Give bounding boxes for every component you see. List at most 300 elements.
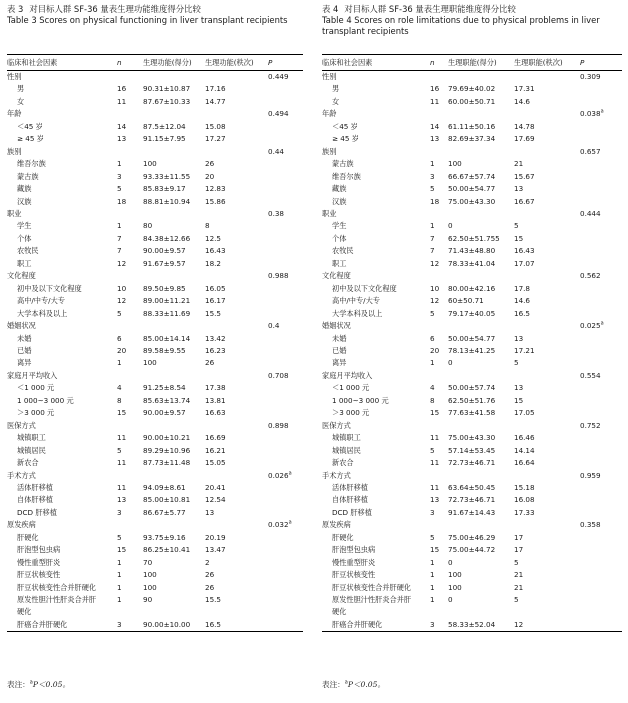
- table-group-row: [7, 470, 303, 482]
- factor-cell: 1 000~3 000 元: [332, 395, 389, 405]
- rank-cell: 5: [514, 595, 519, 605]
- n-cell: 15: [117, 545, 127, 555]
- rank-cell: 15.5: [205, 595, 222, 605]
- rank-cell: [205, 208, 268, 220]
- factor-cell: 农牧民: [332, 246, 354, 256]
- score-cell: 88.33±11.69: [143, 308, 191, 318]
- n-cell: 1: [117, 582, 122, 592]
- rank-cell: 21: [514, 159, 524, 169]
- n-cell: 15: [430, 545, 440, 555]
- p-cell: [580, 171, 622, 183]
- p-cell: 0.032$^a$: [268, 519, 292, 530]
- factor-cell: 女: [17, 96, 25, 106]
- header-rank: 生理功能(秩次): [205, 58, 254, 67]
- factor-cell: 初中及以下文化程度: [17, 283, 82, 293]
- p-cell: [580, 507, 622, 519]
- score-cell: 70: [143, 557, 153, 567]
- factor-cell: 家庭月平均收入: [322, 370, 373, 380]
- score-cell: [448, 208, 514, 220]
- score-cell: [448, 270, 514, 282]
- score-cell: [448, 71, 514, 84]
- score-cell: 72.73±46.71: [448, 458, 496, 468]
- factor-cell: ≥ 45 岁: [17, 134, 44, 144]
- table-row: [322, 333, 622, 345]
- table-row: [322, 96, 622, 108]
- factor-cell: 新农合: [332, 458, 354, 468]
- score-cell: [143, 208, 205, 220]
- n-cell: 13: [117, 495, 127, 505]
- score-cell: 77.63±41.58: [448, 408, 496, 418]
- score-cell: 100: [143, 582, 157, 592]
- n-cell: 20: [430, 345, 440, 355]
- p-cell: 0.657: [580, 146, 601, 156]
- table-group-row: [322, 71, 622, 84]
- table-row: [7, 395, 303, 407]
- rank-cell: 17: [514, 532, 524, 542]
- rank-cell: [205, 519, 268, 531]
- factor-cell: 职业: [7, 208, 22, 218]
- rank-cell: 16.69: [205, 433, 226, 443]
- n-cell: [117, 146, 143, 158]
- table-row: [322, 445, 622, 457]
- p-cell: [268, 606, 303, 618]
- rank-cell: 15.5: [205, 308, 222, 318]
- n-cell: [430, 470, 448, 482]
- factor-cell: 原发性胆汁性肝炎合并肝: [17, 595, 97, 605]
- header-p: P: [580, 58, 585, 67]
- table-row: [7, 121, 303, 133]
- table-row: [322, 133, 622, 145]
- p-cell: 0.025$^a$: [580, 320, 604, 331]
- factor-cell: 原发疾病: [7, 520, 36, 530]
- rank-cell: [514, 470, 580, 482]
- factor-cell: 年龄: [7, 109, 22, 119]
- score-cell: [448, 606, 514, 618]
- p-cell: [580, 606, 622, 618]
- n-cell: 6: [430, 333, 435, 343]
- n-cell: 1: [430, 159, 435, 169]
- table-row: [322, 308, 622, 320]
- rank-cell: 13: [514, 383, 524, 393]
- p-cell: [268, 507, 303, 519]
- rank-cell: [205, 270, 268, 282]
- score-cell: 90.31±10.87: [143, 84, 191, 94]
- score-cell: 58.33±52.04: [448, 619, 496, 629]
- factor-cell: 大学本科及以上: [17, 308, 68, 318]
- p-cell: [580, 308, 622, 320]
- table-row: [322, 507, 622, 519]
- score-cell: [143, 320, 205, 332]
- score-cell: [143, 420, 205, 432]
- n-cell: 1: [117, 159, 122, 169]
- p-cell: [580, 357, 622, 369]
- p-cell: [268, 233, 303, 245]
- score-cell: 57.14±53.45: [448, 445, 496, 455]
- table-row: [7, 171, 303, 183]
- p-cell: [580, 133, 622, 145]
- p-cell: [580, 158, 622, 170]
- score-cell: 80: [143, 221, 153, 231]
- p-cell: 0.026$^a$: [268, 470, 292, 480]
- p-cell: [268, 258, 303, 270]
- p-cell: [268, 544, 303, 556]
- p-cell: [268, 594, 303, 606]
- table-row: [322, 83, 622, 95]
- score-cell: 88.81±10.94: [143, 196, 191, 206]
- n-cell: 15: [430, 408, 440, 418]
- table-group-row: [322, 320, 622, 332]
- table-4-number: 表 4: [322, 4, 339, 14]
- table-row: [7, 606, 303, 618]
- score-cell: [448, 370, 514, 382]
- header-factor: 临床和社会因素: [7, 58, 58, 67]
- rank-cell: 16.23: [205, 345, 226, 355]
- n-cell: 18: [430, 196, 440, 206]
- rank-cell: [514, 108, 580, 120]
- p-cell: [268, 183, 303, 195]
- factor-cell: 已婚: [17, 345, 32, 355]
- p-cell: [268, 407, 303, 419]
- table-row: [322, 594, 622, 606]
- table-row: [322, 196, 622, 208]
- p-cell: [580, 494, 622, 506]
- table-row: [7, 432, 303, 444]
- n-cell: 5: [430, 445, 435, 455]
- n-cell: 11: [117, 458, 127, 468]
- rank-cell: 17.16: [205, 84, 226, 94]
- rank-cell: [514, 146, 580, 158]
- rank-cell: [514, 320, 580, 332]
- n-cell: [430, 420, 448, 432]
- p-cell: [580, 619, 622, 632]
- p-cell: 0.4: [268, 321, 280, 331]
- score-cell: 0: [448, 358, 453, 368]
- factor-cell: 活体肝移植: [17, 482, 53, 492]
- factor-cell: 肝豆状核变性合并肝硬化: [17, 582, 97, 592]
- rank-cell: 15: [514, 395, 524, 405]
- note-text: P＜0.05。: [32, 680, 71, 689]
- rank-cell: 17.69: [514, 134, 535, 144]
- factor-cell: 男: [17, 84, 25, 94]
- n-cell: 13: [117, 134, 127, 144]
- p-cell: [268, 171, 303, 183]
- table-row: [7, 594, 303, 606]
- p-cell: 0.444: [580, 208, 601, 218]
- factor-cell: 肝泡型包虫病: [332, 545, 376, 555]
- table-row: [7, 133, 303, 145]
- factor-cell: 1 000~3 000 元: [17, 395, 74, 405]
- table-group-row: [7, 420, 303, 432]
- factor-cell: 自体肝移植: [17, 495, 53, 505]
- p-cell: [580, 233, 622, 245]
- score-cell: 60±50.71: [448, 296, 484, 306]
- factor-cell: 新农合: [17, 458, 39, 468]
- score-cell: [448, 470, 514, 482]
- factor-cell: 原发性胆汁性肝炎合并肝: [332, 595, 412, 605]
- p-cell: [268, 532, 303, 544]
- table-row: [7, 582, 303, 594]
- rank-cell: 8: [205, 221, 210, 231]
- rank-cell: [205, 470, 268, 482]
- table-3-grid: [7, 54, 303, 632]
- n-cell: 16: [117, 84, 127, 94]
- n-cell: 3: [430, 619, 435, 629]
- table-row: [7, 482, 303, 494]
- table-row: [322, 619, 622, 632]
- n-cell: 11: [430, 433, 440, 443]
- factor-cell: 肝癌合并肝硬化: [332, 619, 383, 629]
- rank-cell: 13.81: [205, 395, 226, 405]
- factor-cell: 离异: [332, 358, 347, 368]
- score-cell: 100: [448, 570, 462, 580]
- factor-cell: 肝硬化: [17, 532, 39, 542]
- table-row: [7, 233, 303, 245]
- table-row: [322, 233, 622, 245]
- rank-cell: 26: [205, 582, 215, 592]
- p-cell: [580, 183, 622, 195]
- rank-cell: 12.83: [205, 184, 226, 194]
- table-4-grid: [322, 54, 622, 632]
- p-cell: [268, 582, 303, 594]
- table-row: [322, 345, 622, 357]
- table-group-row: [7, 270, 303, 282]
- rank-cell: 17: [514, 545, 524, 555]
- table-group-row: [322, 470, 622, 482]
- significance-sup: a: [288, 470, 292, 477]
- score-cell: 93.75±9.16: [143, 532, 186, 542]
- n-cell: 7: [117, 233, 122, 243]
- rank-cell: [205, 606, 268, 618]
- header-score: 生理功能(得分): [143, 58, 192, 67]
- table-row: [7, 382, 303, 394]
- score-cell: 62.50±51.76: [448, 395, 496, 405]
- score-cell: 90.00±10.21: [143, 433, 191, 443]
- n-cell: 3: [117, 171, 122, 181]
- p-cell: [268, 308, 303, 320]
- factor-cell: 婚姻状况: [7, 321, 36, 331]
- table-3-caption-en: Table 3 Scores on physical functioning in liver transplant recipients: [7, 15, 288, 25]
- score-cell: [143, 108, 205, 120]
- p-cell: [580, 196, 622, 208]
- table-3-header-row: [7, 55, 303, 71]
- n-cell: 7: [430, 233, 435, 243]
- n-cell: 11: [430, 482, 440, 492]
- n-cell: 7: [430, 246, 435, 256]
- score-cell: [143, 519, 205, 531]
- table-group-row: [7, 208, 303, 220]
- rank-cell: 16.08: [514, 495, 535, 505]
- n-cell: 5: [430, 184, 435, 194]
- table-row: [7, 532, 303, 544]
- score-cell: 82.69±37.34: [448, 134, 496, 144]
- score-cell: 100: [143, 159, 157, 169]
- n-cell: 12: [430, 258, 440, 268]
- score-cell: 84.38±12.66: [143, 233, 191, 243]
- rank-cell: 16.21: [205, 445, 226, 455]
- n-cell: 11: [117, 433, 127, 443]
- n-cell: 1: [117, 557, 122, 567]
- score-cell: 90.00±10.00: [143, 619, 191, 629]
- factor-cell: 医保方式: [7, 420, 36, 430]
- factor-cell: 原发疾病: [322, 520, 351, 530]
- rank-cell: 14.14: [514, 445, 535, 455]
- n-cell: 1: [117, 595, 122, 605]
- table-row: [322, 382, 622, 394]
- score-cell: 50.00±54.77: [448, 333, 496, 343]
- table-3-panel: [7, 4, 307, 26]
- table-group-row: [7, 146, 303, 158]
- p-cell: 0.449: [268, 72, 289, 81]
- rank-cell: 21: [514, 570, 524, 580]
- n-cell: 4: [117, 383, 122, 393]
- score-cell: [143, 71, 205, 84]
- table-row: [7, 507, 303, 519]
- factor-cell: 女: [332, 96, 340, 106]
- table-group-row: [322, 146, 622, 158]
- factor-cell: 城镇居民: [332, 445, 361, 455]
- score-cell: 66.67±57.74: [448, 171, 496, 181]
- n-cell: [430, 71, 448, 84]
- p-cell: [580, 569, 622, 581]
- n-cell: [117, 71, 143, 84]
- factor-cell: 文化程度: [7, 271, 36, 281]
- p-cell: [268, 196, 303, 208]
- rank-cell: 15.86: [205, 196, 226, 206]
- p-cell: [268, 283, 303, 295]
- rank-cell: [514, 519, 580, 531]
- rank-cell: 15: [514, 233, 524, 243]
- n-cell: 8: [117, 395, 122, 405]
- n-cell: 5: [117, 184, 122, 194]
- factor-cell: 城镇职工: [17, 433, 46, 443]
- rank-cell: [205, 71, 268, 84]
- score-cell: 50.00±54.77: [448, 184, 496, 194]
- score-cell: [143, 606, 205, 618]
- rank-cell: 2: [205, 557, 210, 567]
- p-cell: [580, 258, 622, 270]
- factor-cell: ＜1 000 元: [332, 383, 370, 393]
- table-row: [7, 258, 303, 270]
- p-cell: [580, 345, 622, 357]
- p-cell: 0.038$^a$: [580, 108, 604, 119]
- rank-cell: 16.17: [205, 296, 226, 306]
- score-cell: 91.67±14.43: [448, 507, 496, 517]
- p-cell: 0.988: [268, 271, 289, 281]
- score-cell: 91.25±8.54: [143, 383, 186, 393]
- n-cell: 12: [430, 296, 440, 306]
- rank-cell: 17.8: [514, 283, 531, 293]
- rank-cell: 13: [205, 507, 215, 517]
- rank-cell: 17.31: [514, 84, 535, 94]
- table-row: [322, 606, 622, 618]
- factor-cell: 慢性重型肝炎: [17, 557, 61, 567]
- score-cell: 89.29±10.96: [143, 445, 191, 455]
- rank-cell: 17.21: [514, 345, 535, 355]
- score-cell: 63.64±50.45: [448, 482, 496, 492]
- factor-cell: 硬化: [17, 607, 32, 617]
- score-cell: [448, 108, 514, 120]
- score-cell: [448, 420, 514, 432]
- table-4-caption-zh: [322, 4, 622, 15]
- score-cell: [143, 146, 205, 158]
- score-cell: 100: [448, 582, 462, 592]
- table-3-caption-zh: [7, 4, 307, 15]
- table-group-row: [7, 320, 303, 332]
- p-cell: [580, 445, 622, 457]
- p-cell: [268, 133, 303, 145]
- table-row: [7, 96, 303, 108]
- n-cell: 8: [430, 395, 435, 405]
- p-cell: [580, 407, 622, 419]
- p-cell: [268, 619, 303, 632]
- n-cell: [117, 420, 143, 432]
- table-row: [7, 83, 303, 95]
- n-cell: 12: [117, 258, 127, 268]
- table-row: [7, 220, 303, 232]
- n-cell: [430, 146, 448, 158]
- rank-cell: 16.5: [514, 308, 531, 318]
- factor-cell: 家庭月平均收入: [7, 370, 58, 380]
- score-cell: 100: [448, 159, 462, 169]
- n-cell: 5: [117, 445, 122, 455]
- score-cell: [448, 320, 514, 332]
- n-cell: 3: [117, 619, 122, 629]
- score-cell: 94.09±8.61: [143, 482, 186, 492]
- table-row: [322, 220, 622, 232]
- n-cell: 1: [430, 582, 435, 592]
- rank-cell: 17.33: [514, 507, 535, 517]
- p-cell: [580, 432, 622, 444]
- rank-cell: 17.38: [205, 383, 226, 393]
- significance-sup: a: [600, 320, 604, 327]
- score-cell: 87.5±12.04: [143, 121, 186, 131]
- factor-cell: 未婚: [17, 333, 32, 343]
- n-cell: 3: [430, 507, 435, 517]
- rank-cell: 12.54: [205, 495, 226, 505]
- factor-cell: 族别: [322, 146, 337, 156]
- rank-cell: [514, 606, 580, 618]
- rank-cell: 13: [514, 184, 524, 194]
- rank-cell: 12: [514, 619, 524, 629]
- table-row: [7, 445, 303, 457]
- p-cell: [268, 345, 303, 357]
- n-cell: 1: [430, 221, 435, 231]
- p-cell: 0.44: [268, 146, 285, 156]
- rank-cell: [205, 146, 268, 158]
- p-cell: [268, 569, 303, 581]
- rank-cell: [514, 270, 580, 282]
- n-cell: 7: [117, 246, 122, 256]
- p-cell: [268, 382, 303, 394]
- n-cell: 14: [117, 121, 127, 131]
- n-cell: 1: [117, 221, 122, 231]
- table-group-row: [322, 519, 622, 531]
- table-row: [7, 619, 303, 632]
- n-cell: 5: [117, 532, 122, 542]
- n-cell: 11: [430, 458, 440, 468]
- score-cell: 79.69±40.02: [448, 84, 496, 94]
- rank-cell: [205, 370, 268, 382]
- factor-cell: 离异: [17, 358, 32, 368]
- factor-cell: 慢性重型肝炎: [332, 557, 376, 567]
- score-cell: 86.67±5.77: [143, 507, 186, 517]
- table-row: [322, 357, 622, 369]
- rank-cell: 26: [205, 570, 215, 580]
- table-row: [7, 183, 303, 195]
- rank-cell: [205, 108, 268, 120]
- p-cell: [268, 83, 303, 95]
- factor-cell: 汉族: [332, 196, 347, 206]
